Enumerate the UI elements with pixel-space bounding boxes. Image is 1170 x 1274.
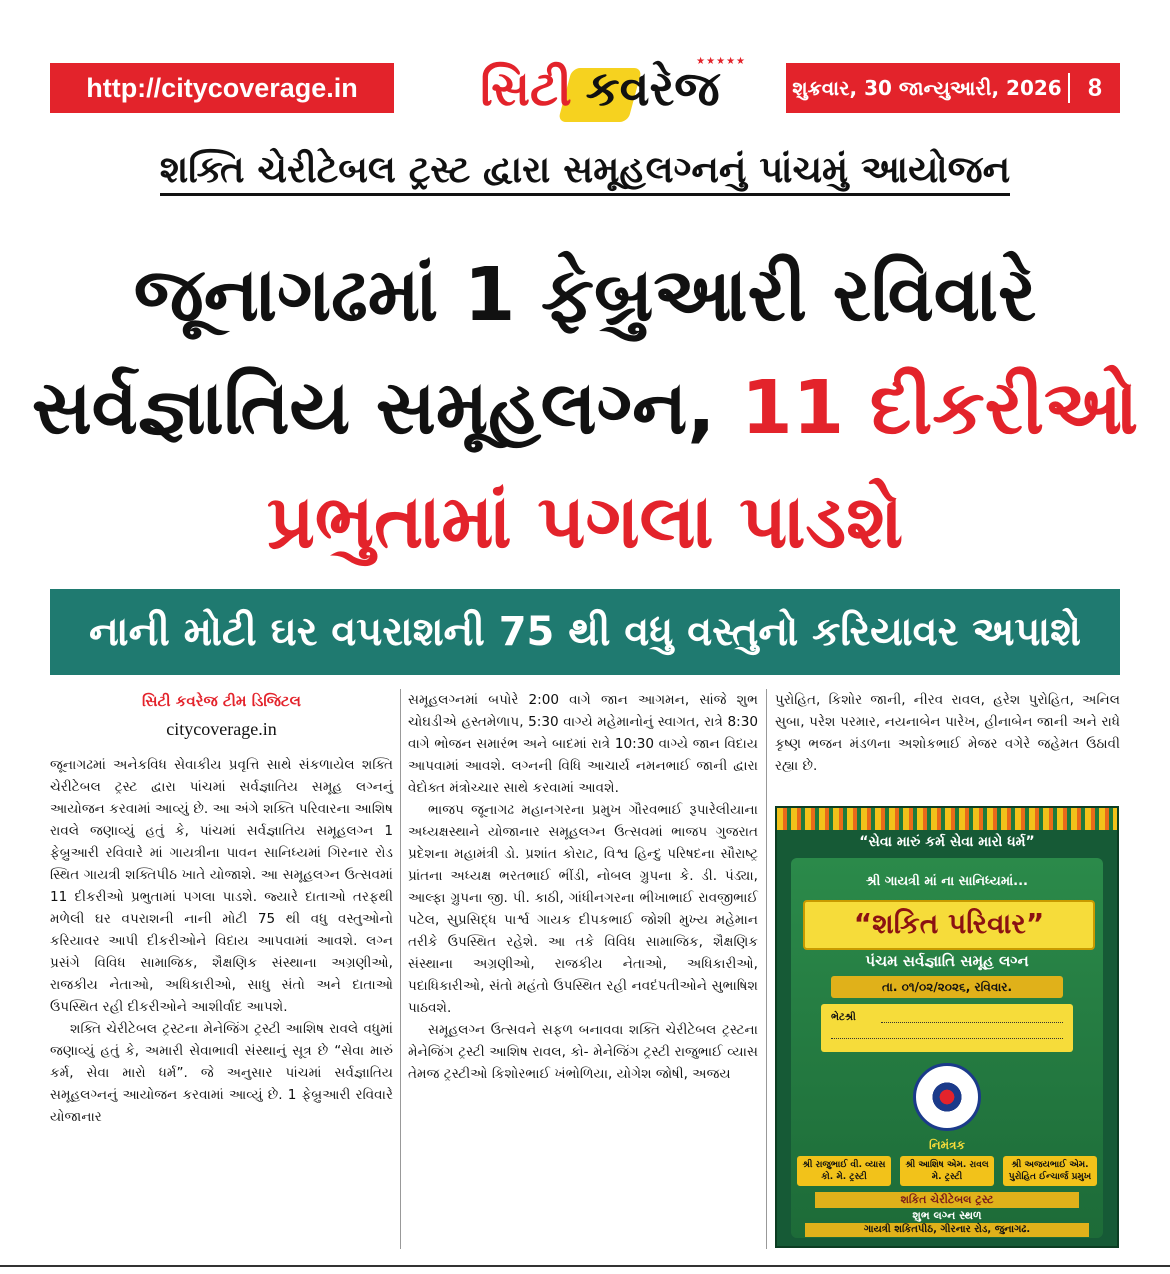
logo-stars-icon: ★★★★★ xyxy=(696,56,746,67)
article-paragraph: સમૂહલગ્ન ઉત્સવને સફળ બનાવવા શક્તિ ચેરીટેબલ ટ્રસ્ટના મેનેજિંગ ટ્રસ્ટી આશિષ રાવલ, કો- મેનેજિંગ ટ્રસ્ટી રાજુભાઈ વ્યાસ તેમજ ટ્રસ્ટીઓ કિશોરભાઈ ખંભોળિયા, યોગેશ જોષી, અજય xyxy=(408,1022,758,1082)
trust-name-bar: શકિત ચેરીટેબલ ટ્રસ્ટ xyxy=(815,1192,1079,1208)
date-page-box xyxy=(786,63,1120,113)
inviter-name: શ્રી રાજુભાઈ વી. વ્યાસ કો. મે. ટ્રસ્ટી xyxy=(797,1156,891,1186)
subhead-text: નાની મોટી ઘર વપરાશની 75 થી વધુ વસ્તુનો કરિયાવર અપાશે xyxy=(88,609,1082,655)
inviter-name: શ્રી આશિષ એમ. રાવલ મે. ટ્રસ્ટી xyxy=(900,1156,994,1186)
garland-decoration xyxy=(777,808,1117,830)
dotted-line xyxy=(831,1038,1063,1039)
issue-date: શુક્રવાર, 30 જાન્યુઆરી, 2026 xyxy=(792,76,1062,100)
headline-line-3: પ્રભુતામાં પગલા પાડશે xyxy=(266,479,904,565)
dotted-line xyxy=(881,1022,1063,1023)
article-column-1 xyxy=(50,754,393,1128)
inviter-name: શ્રી અજયભાઈ એમ. પુરોહિત ઈન્ચાર્જ પ્રમુખ xyxy=(1003,1156,1097,1186)
byline-site: citycoverage.in xyxy=(166,719,277,739)
venue-bar: ગાયત્રી શકિતપીઠ, ગીરનાર રોડ, જુનાગઢ. xyxy=(805,1223,1089,1237)
invitation-tagline: “સેવા મારું કર્મ સેવા મારો ધર્મ” xyxy=(859,834,1035,850)
website-url[interactable]: http://citycoverage.in xyxy=(86,72,358,103)
kicker-text: શક્તિ ચેરીટેબલ ટ્રસ્ટ દ્વારા સમૂહલગ્નનું પાંચમું આયોજન xyxy=(160,148,1010,196)
invitation-title: “શકિત પરિવાર” xyxy=(803,900,1095,950)
article-column-3 xyxy=(775,689,1120,777)
website-url-box[interactable] xyxy=(50,63,394,113)
invitation-date: તા. ૦૧/૦૨/૨૦૨૬, રવિવાર. xyxy=(831,976,1063,998)
subhead-banner xyxy=(50,589,1120,675)
venue-label: શુભ લગ્ન સ્થળ xyxy=(912,1209,982,1222)
gift-label: ભેટશ્રી xyxy=(831,1012,856,1023)
headline-line-2 xyxy=(20,365,1150,451)
article-paragraph: શક્તિ ચેરીટેબલ ટ્રસ્ટના મેનેજિંગ ટ્રસ્ટી આશિષ રાવલે વધુમાં જણાવ્યું હતું કે, અમારી સેવાભાવી સંસ્થાનું સૂત્ર છે “સેવા મારું કર્મ, સેવા મારો ધર્મ”. જે અનુસાર પાંચમાં સર્વજ્ઞાતિય સમૂહલગ્નનું આયોજન કરવામાં આવ્યું છે. 1 ફેબ્રુઆરી રવિવારે યોજાનાર xyxy=(50,1021,393,1125)
trust-emblem-icon xyxy=(913,1063,981,1131)
article-paragraph: જૂનાગઢમાં અનેકવિધ સેવાકીય પ્રવૃત્તિ સાથે સંકળાયેલ શક્તિ ચેરીટેબલ ટ્રસ્ટ દ્વારા પાંચમાં સર્વજ્ઞાતિય સમૂહ લગ્નનું આયોજન કરવામાં આવ્યું છે. આ અંગે શક્તિ પરિવારના આશિષ રાવલે જણાવ્યું હતું કે, પાંચમાં સર્વજ્ઞાતિય સમૂહલગ્ન 1 ફેબ્રુઆરી રવિવારે માં ગાયત્રીના પાવન સાનિધ્યમાં ગિરનાર રોડ સ્થિત ગાયત્રી શક્તિપીઠ ખાતે યોજાશે. આ સમૂહલગ્ન ઉત્સવમાં 11 દીકરીઓ પ્રભુતામાં પગલા પાડશે. જ્યારે દાતાઓ તરફથી મળેલી ઘર વપરાશની નાની મોટી 75 થી વધુ વસ્તુઓનો કરિયાવર આપી દીકરીઓને વિદાય આપવામાં આવશે. લગ્ન પ્રસંગે વિવિધ સામાજિક, શૈક્ષણિક સંસ્થાના અગ્રણીઓ, રાજકીય નેતાઓ, અધિકારીઓ, સાધુ સંતો અને દાતાઓ ઉપસ્થિત રહી દીકરીઓને આશીર્વાદ આપશે. xyxy=(50,757,393,1015)
logo-part-coverage: કવરેજ xyxy=(585,60,720,117)
invitation-inviter-label: નિમંત્રક xyxy=(929,1138,965,1152)
column-divider xyxy=(766,689,767,1249)
column-divider xyxy=(400,689,401,1249)
article-paragraph: સમૂહલગ્નમાં બપોરે 2:00 વાગે જાન આગમન, સાંજે શુભ ચોઘડીએ હસ્તમેળાપ, 5:30 વાગ્યે મહેમાનોનું સ્વાગત, રાત્રે 8:30 વાગે ભોજન સમારંભ અને બાદમાં રાત્રે 10:30 વાગ્યે જાન વિદાય આપવામાં આવશે. લગ્નની વિધિ આચાર્ય નમનભાઈ જાની દ્વારા વેદોક્ત મંત્રોચ્ચાર સાથે કરવામાં આવશે. xyxy=(408,692,758,796)
page-number: 8 xyxy=(1088,73,1102,102)
invitation-blessing: શ્રી ગાયત્રી માં ના સાનિધ્યમાં... xyxy=(866,874,1028,889)
article-column-2 xyxy=(408,689,758,1085)
inviter-list xyxy=(797,1156,1097,1186)
newspaper-logo xyxy=(440,50,760,128)
invitation-subtitle: પંચમ સર્વજ્ઞાતિ સમૂહ લગ્ન xyxy=(865,952,1029,970)
byline-author: સિટી કવરેજ ટીમ ડિજિટલ xyxy=(142,692,301,710)
gift-name-box xyxy=(821,1004,1073,1052)
kicker-headline xyxy=(60,148,1110,192)
headline-line-2-black: સર્વજ્ઞાતિય સમૂહલગ્ન, xyxy=(31,365,716,451)
article-paragraph: ભાજપ જૂનાગઢ મહાનગરના પ્રમુખ ગૌરવભાઈ રૂપારેલીયાના અધ્યક્ષસ્થાને યોજાનાર સમૂહલગ્ન ઉત્સવમાં ભાજપ ગુજરાત પ્રદેશના મહામંત્રી ડો. પ્રશાંત કોરાટ, વિશ્વ હિન્દુ પરિષદના સૌરાષ્ટ્ર પ્રાંતના અધ્યક્ષ ભરતભાઈ ભીંડી, નોબલ ગ્રુપના કે. ડી. પંડ્યા, આલ્ફા ગ્રુપના જી. પી. કાઠી, ગાંધીનગરના ભીખાભાઈ રાવજીભાઈ પટેલ, સુપ્રસિદ્ધ પાર્શ્વ ગાયક દીપકભાઈ જોશી મુખ્ય મહેમાન તરીકે ઉપસ્થિત રહેશે. આ તકે વિવિધ સામાજિક, શૈક્ષણિક સંસ્થાના અગ્રણીઓ, રાજકીય નેતાઓ, અધિકારીઓ, પદાધિકારીઓ, સંતો મહંતો ઉપસ્થિત રહી નવદંપતીઓને સુભાષિશ પાઠવશે. xyxy=(408,802,758,1016)
invitation-panel xyxy=(791,858,1103,1238)
headline-line-2-red: 11 દીકરીઓ xyxy=(741,365,1139,451)
headline-line-1: જૂનાગઢમાં 1 ફેબ્રુઆરી રવિવારે xyxy=(133,252,1037,338)
page-bottom-rule xyxy=(0,1265,1170,1267)
invitation-card-image xyxy=(775,806,1119,1248)
article-paragraph: પુરોહિત, કિશોર જાની, નીરવ રાવલ, હરેશ પુરોહિત, અનિલ સુબા, પરેશ પરમાર, નયનાબેન પારેખ, હીનાબેન જાની અને રાધે કૃષ્ણ ભજન મંડળના અશોકભાઈ મેજર વગેરે જહેમત ઉઠાવી રહ્યા છે. xyxy=(775,692,1120,774)
logo-part-city: સિટી xyxy=(480,60,572,117)
